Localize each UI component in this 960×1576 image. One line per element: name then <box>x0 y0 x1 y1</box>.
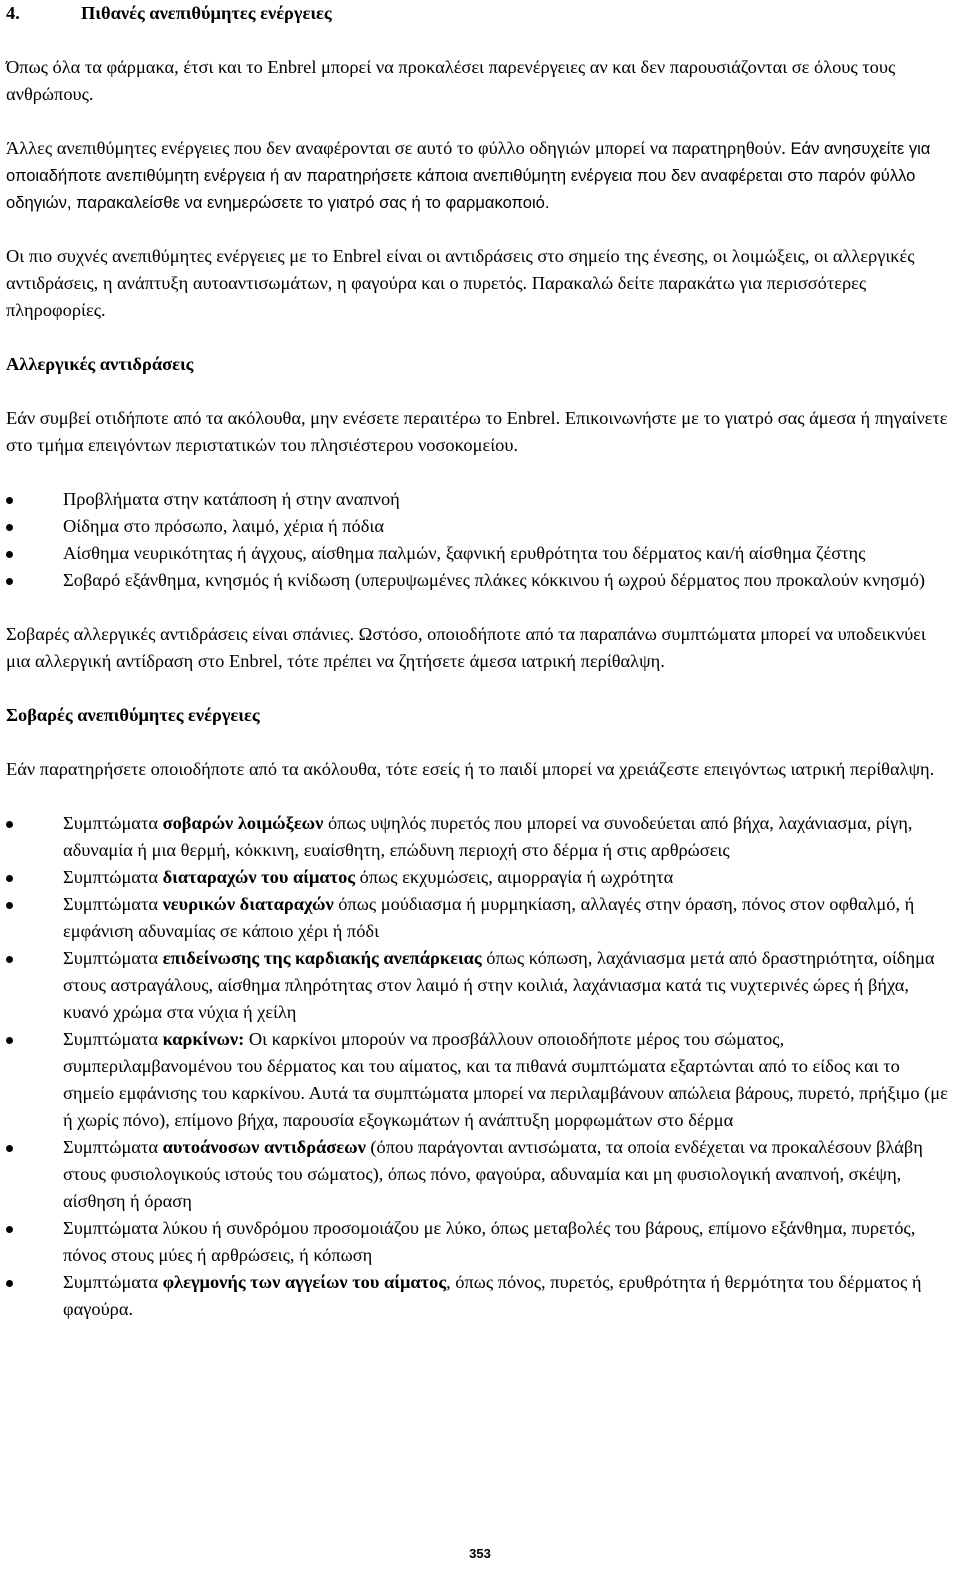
list-item: Συμπτώματα αυτοάνοσων αντιδράσεων (όπου παράγονται αντισώματα, τα οποία ενδέχεται να προκαλέσουν βλάβη στους φυσιολογικούς ιστούς του σώματος), όπως πόνο, φαγούρα, αδυναμία και μη φυσιολογική αναπνοή, σκέψη, αίσθηση ή όραση <box>6 1134 950 1215</box>
allergic-symptoms-list <box>6 486 950 594</box>
page-number: 353 <box>469 1546 491 1561</box>
list-item: Συμπτώματα φλεγμονής των αγγείων του αίματος, όπως πόνος, πυρετός, ερυθρότητα ή θερμότητα του δέρματος ή φαγούρα. <box>6 1269 950 1323</box>
serious-side-effects-heading: Σοβαρές ανεπιθύμητες ενέργειες <box>6 705 260 725</box>
intro-paragraph-1: Όπως όλα τα φάρμακα, έτσι και το Enbrel μπορεί να προκαλέσει παρενέργειες αν και δεν παρουσιάζονται σε όλους τους ανθρώπους. <box>6 57 896 104</box>
section-title: Πιθανές ανεπιθύμητες ενέργειες <box>81 3 332 23</box>
list-item: Σοβαρό εξάνθημα, κνησμός ή κνίδωση (υπερυψωμένες πλάκες κόκκινου ή ωχρού δέρματος που προκαλούν κνησμό) <box>6 567 950 594</box>
bullet-icon <box>6 821 13 828</box>
intro-paragraph-3: Οι πιο συχνές ανεπιθύμητες ενέργειες με το Enbrel είναι οι αντιδράσεις στο σημείο της ένεσης, οι λοιμώξεις, οι αλλεργικές αντιδράσεις, η ανάπτυξη αυτοαντισωμάτων, η φαγούρα και ο πυρετός. Παρακαλώ δείτε παρακάτω για περισσότερες πληροφορίες. <box>6 246 915 320</box>
section-heading <box>6 0 950 27</box>
list-item: Συμπτώματα καρκίνων: Οι καρκίνοι μπορούν να προσβάλλουν οποιοδήποτε μέρος του σώματος, συμπεριλαμβανομένου του δέρματος και του αίματος, και τα πιθανά συμπτώματα εξαρτώνται από το είδος και το σημείο εμφάνισης του καρκίνου. Αυτά τα συμπτώματα μπορεί να περιλαμβάνουν απώλεια βάρους, πυρετό, πρήξιμο (με ή χωρίς πόνο), επίμονο βήχα, παρουσία εξογκωμάτων ή ανάπτυξη μορφωμάτων στο δέρμα <box>6 1026 950 1134</box>
list-item: Προβλήματα στην κατάποση ή στην αναπνοή <box>6 486 950 513</box>
allergic-intro: Εάν συμβεί οτιδήποτε από τα ακόλουθα, μην ενέσετε περαιτέρω το Enbrel. Επικοινωνήστε με το γιατρό σας άμεσα ή πηγαίνετε στο τμήμα επειγόντων περιστατικών του πλησιέστερου νοσοκομείου. <box>6 408 948 455</box>
list-item: Συμπτώματα διαταραχών του αίματος όπως εκχυμώσεις, αιμορραγία ή ωχρότητα <box>6 864 950 891</box>
allergic-reactions-heading: Αλλεργικές αντιδράσεις <box>6 354 194 374</box>
list-item: Αίσθημα νευρικότητας ή άγχους, αίσθημα παλμών, ξαφνική ερυθρότητα του δέρματος και/ή αίσθημα ζέστης <box>6 540 950 567</box>
document-page <box>6 0 950 1323</box>
bullet-icon <box>6 875 13 882</box>
bullet-icon <box>6 551 13 558</box>
list-item: Συμπτώματα σοβαρών λοιμώξεων όπως υψηλός πυρετός που μπορεί να συνοδεύεται από βήχα, λαχάνιασμα, ρίγη, αδυναμία ή μια θερμή, κόκκινη, ευαίσθητη, επώδυνη περιοχή στο δέρμα ή στις αρθρώσεις <box>6 810 950 864</box>
bullet-icon <box>6 1280 13 1287</box>
bullet-icon <box>6 497 13 504</box>
allergic-outro: Σοβαρές αλλεργικές αντιδράσεις είναι σπάνιες. Ωστόσο, οποιοδήποτε από τα παραπάνω συμπτώματα μπορεί να υποδεικνύει μια αλλεργική αντίδραση στο Enbrel, τότε πρέπει να ζητήσετε άμεσα ιατρική περίθαλψη. <box>6 624 926 671</box>
intro-paragraph-2-sans: Εάν ανησυχείτε για οποιαδήποτε ανεπιθύμητη ενέργεια ή αν παρατηρήσετε κάποια ανεπιθύμητη ενέργεια που δεν αναφέρεται στο παρόν φύλλο οδηγιών, παρακαλείσθε να ενημερώσετε το γιατρό σας ή το φαρμακοποιό. <box>6 139 931 212</box>
bullet-icon <box>6 1037 13 1044</box>
intro-paragraph-2 <box>6 135 950 216</box>
list-item: Συμπτώματα επιδείνωσης της καρδιακής ανεπάρκειας όπως κόπωση, λαχάνιασμα μετά από δραστηριότητα, οίδημα στους αστραγάλους, αίσθημα πληρότητας στον λαιμό ή στην κοιλιά, λαχάνιασμα κατά τις νυχτερινές ώρες ή βήχα, κυανό χρώμα στα νύχια ή χείλη <box>6 945 950 1026</box>
bullet-icon <box>6 1226 13 1233</box>
list-item: Συμπτώματα λύκου ή συνδρόμου προσομοιάζου με λύκο, όπως μεταβολές του βάρους, επίμονο εξάνθημα, πυρετός, πόνος στους μύες ή αρθρώσεις, ή κόπωση <box>6 1215 950 1269</box>
list-item: Συμπτώματα νευρικών διαταραχών όπως μούδιασμα ή μυρμηκίαση, αλλαγές στην όραση, πόνος στον οφθαλμό, ή εμφάνιση αδυναμίας σε κάποιο χέρι ή πόδι <box>6 891 950 945</box>
list-item: Οίδημα στο πρόσωπο, λαιμό, χέρια ή πόδια <box>6 513 950 540</box>
bullet-icon <box>6 902 13 909</box>
serious-symptoms-list <box>6 810 950 1323</box>
bullet-icon <box>6 524 13 531</box>
bullet-icon <box>6 956 13 963</box>
intro-paragraph-2-serif: Άλλες ανεπιθύμητες ενέργειες που δεν αναφέρονται σε αυτό το φύλλο οδηγιών μπορεί να παρατηρηθούν. <box>6 138 786 158</box>
bullet-icon <box>6 1145 13 1152</box>
bullet-icon <box>6 578 13 585</box>
serious-intro: Εάν παρατηρήσετε οποιοδήποτε από τα ακόλουθα, τότε εσείς ή το παιδί μπορεί να χρειάζεστε επειγόντως ιατρική περίθαλψη. <box>6 759 935 779</box>
section-number: 4. <box>6 3 20 23</box>
